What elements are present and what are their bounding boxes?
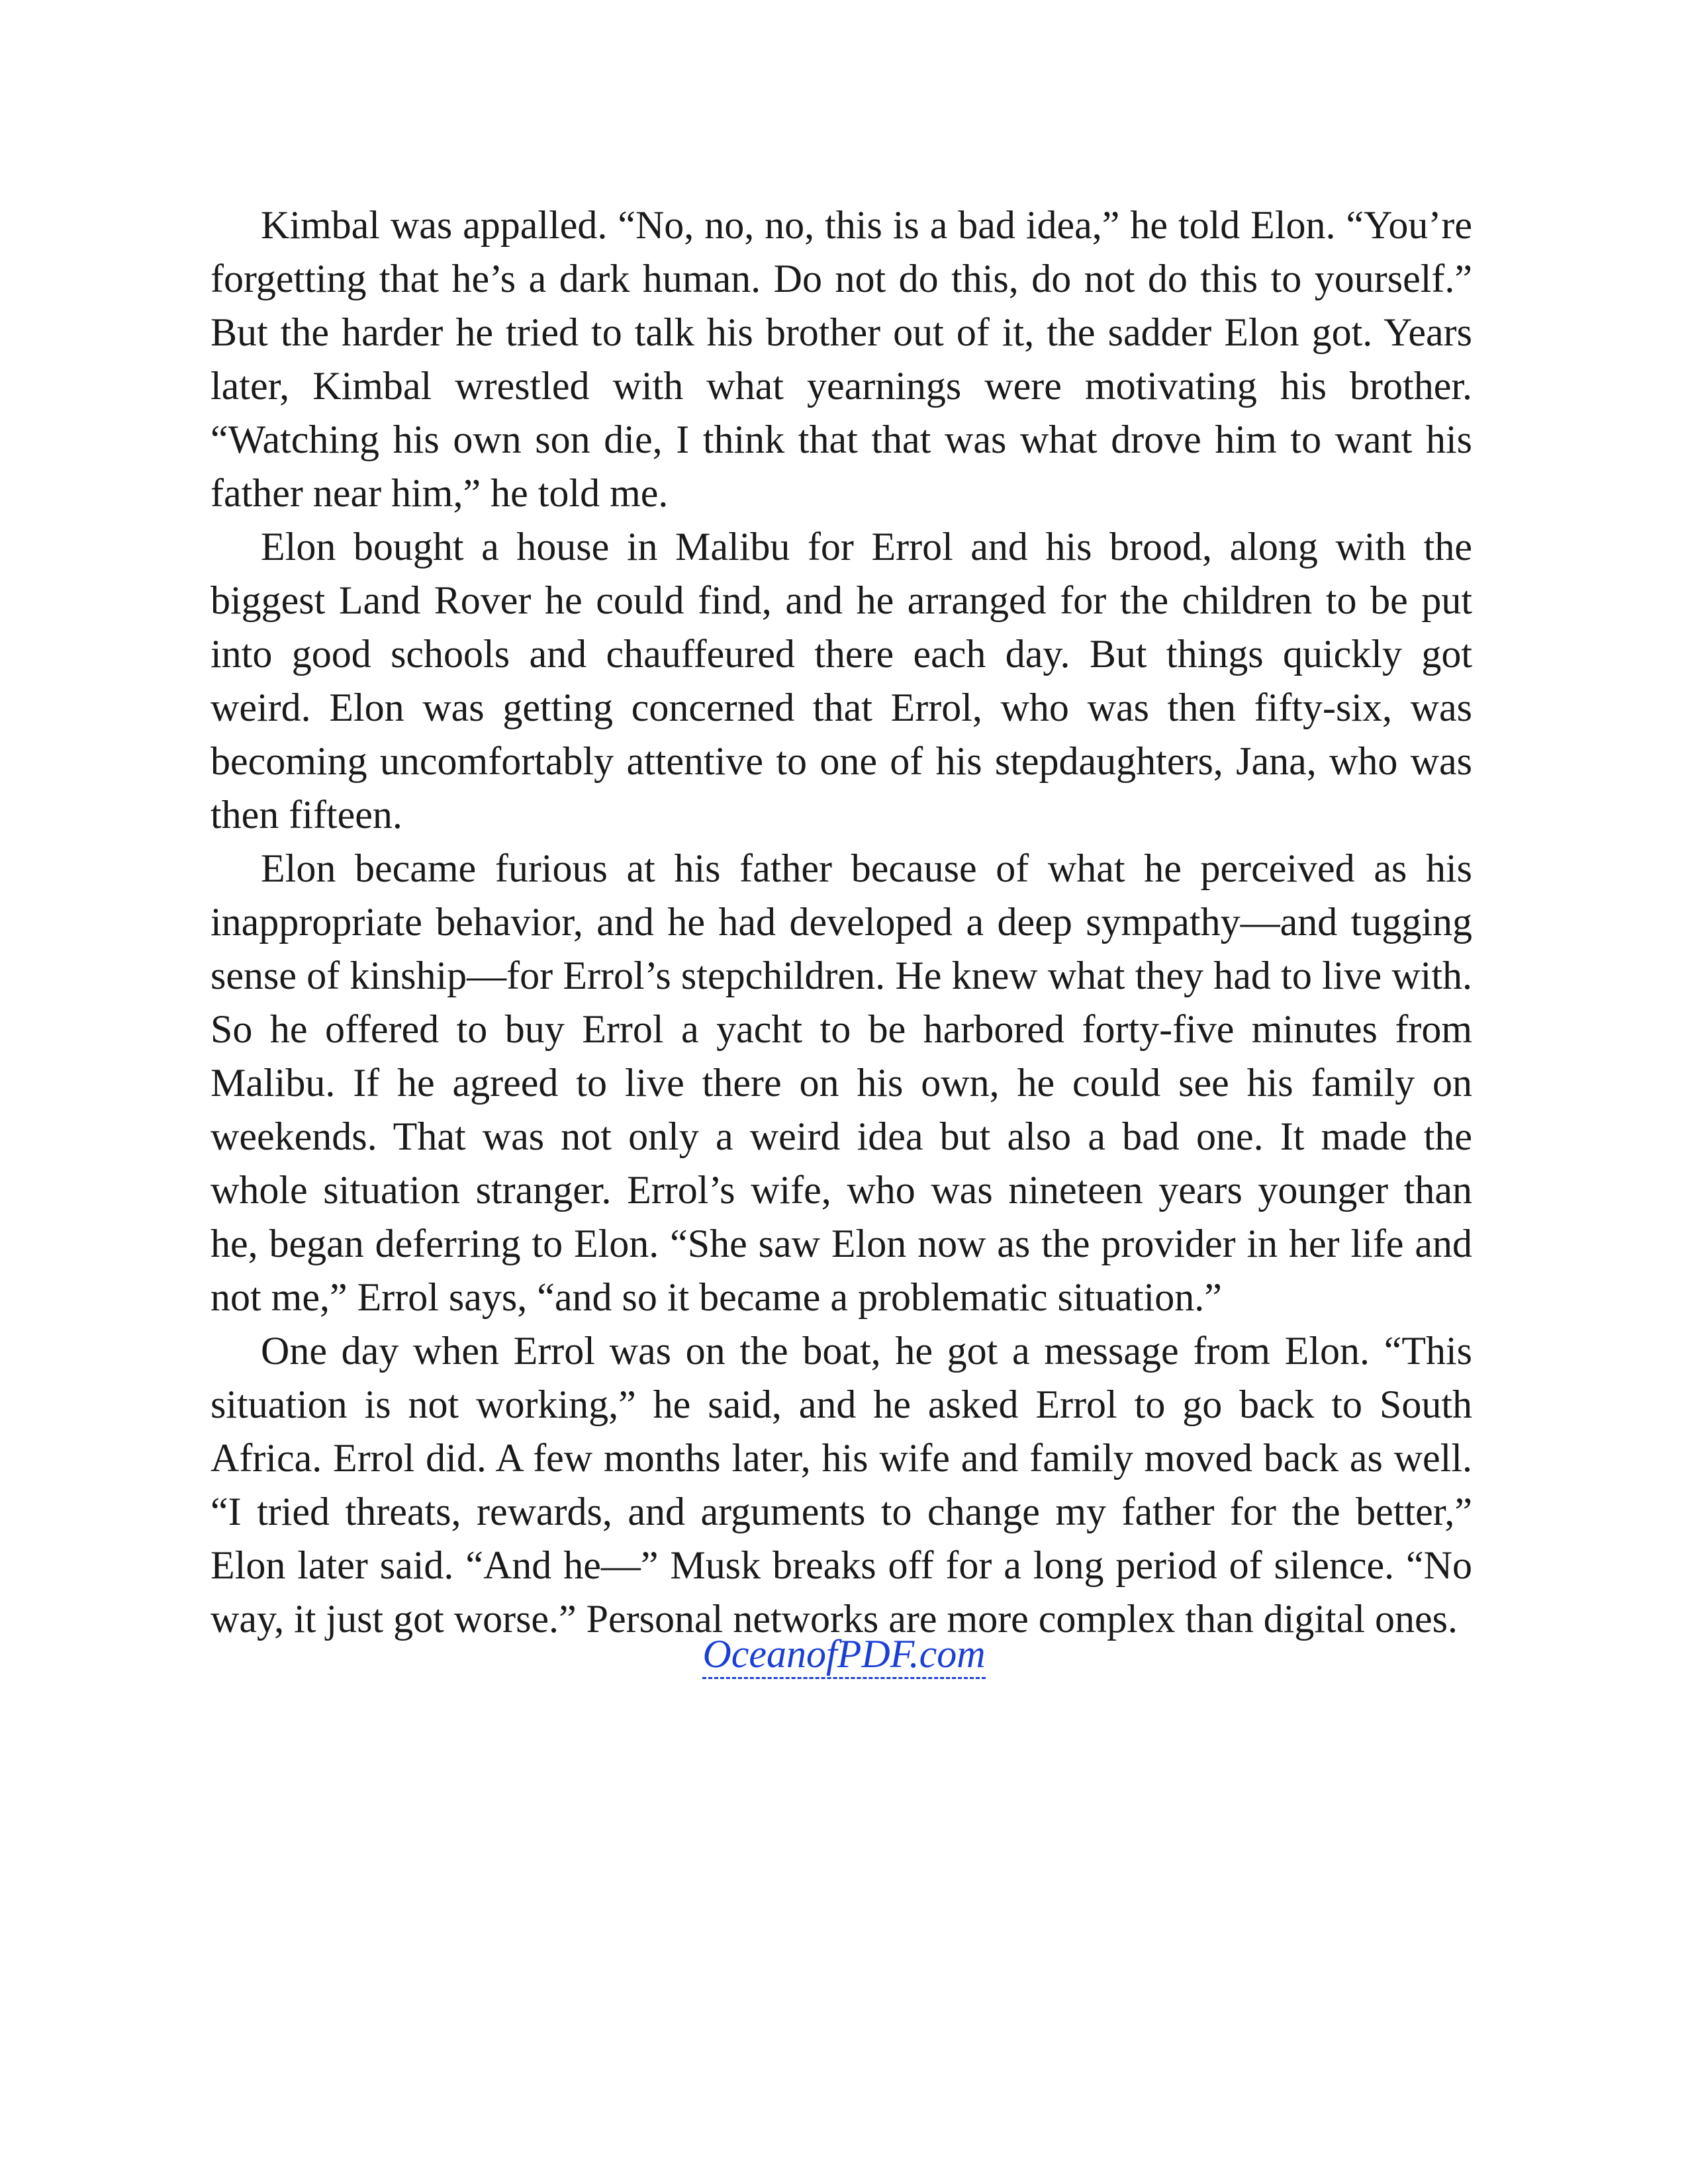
page-body [211,199,1472,1646]
page-footer [0,1631,1688,1677]
paragraph-4: One day when Errol was on the boat, he got a message from Elon. “This situation is not working,” he said, and he asked Errol to go back to South Africa. Errol did. A few months later, his wife and family moved back as well. “I tried threats, rewards, and arguments to change my father for the better,” Elon later said. “And he—” Musk breaks off for a long period of silence. “No way, it just got worse.” Personal networks are more complex than digital ones. [211,1329,1472,1641]
paragraph-1: Kimbal was appalled. “No, no, no, this is a bad idea,” he told Elon. “You’re forgetting that he’s a dark human. Do not do this, do not do this to yourself.” But the harder he tried to talk his brother out of it, the sadder Elon got. Years later, Kimbal wrestled with what yearnings were motivating his brother. “Watching his own son die, I think that that was what drove him to want his father near him,” he told me. [211,203,1472,515]
oceanofpdf-link[interactable]: OceanofPDF.com [702,1632,985,1679]
paragraph-2: Elon bought a house in Malibu for Errol and his brood, along with the biggest Land Rover he could find, and he arranged for the children to be put into good schools and chauffeured there each day. But things quickly got weird. Elon was getting concerned that Errol, who was then fifty-six, was becoming uncomfortably attentive to one of his stepdaughters, Jana, who was then fifteen. [211,525,1472,837]
paragraph-3: Elon became furious at his father because of what he perceived as his inappropriate behavior, and he had developed a deep sympathy—and tugging sense of kinship—for Errol’s stepchildren. He knew what they had to live with. So he offered to buy Errol a yacht to be harbored forty-five minutes from Malibu. If he agreed to live there on his own, he could see his family on weekends. That was not only a weird idea but also a bad one. It made the whole situation stranger. Errol’s wife, who was nineteen years younger than he, began deferring to Elon. “She saw Elon now as the provider in her life and not me,” Errol says, “and so it became a problematic situation.” [211,846,1472,1319]
